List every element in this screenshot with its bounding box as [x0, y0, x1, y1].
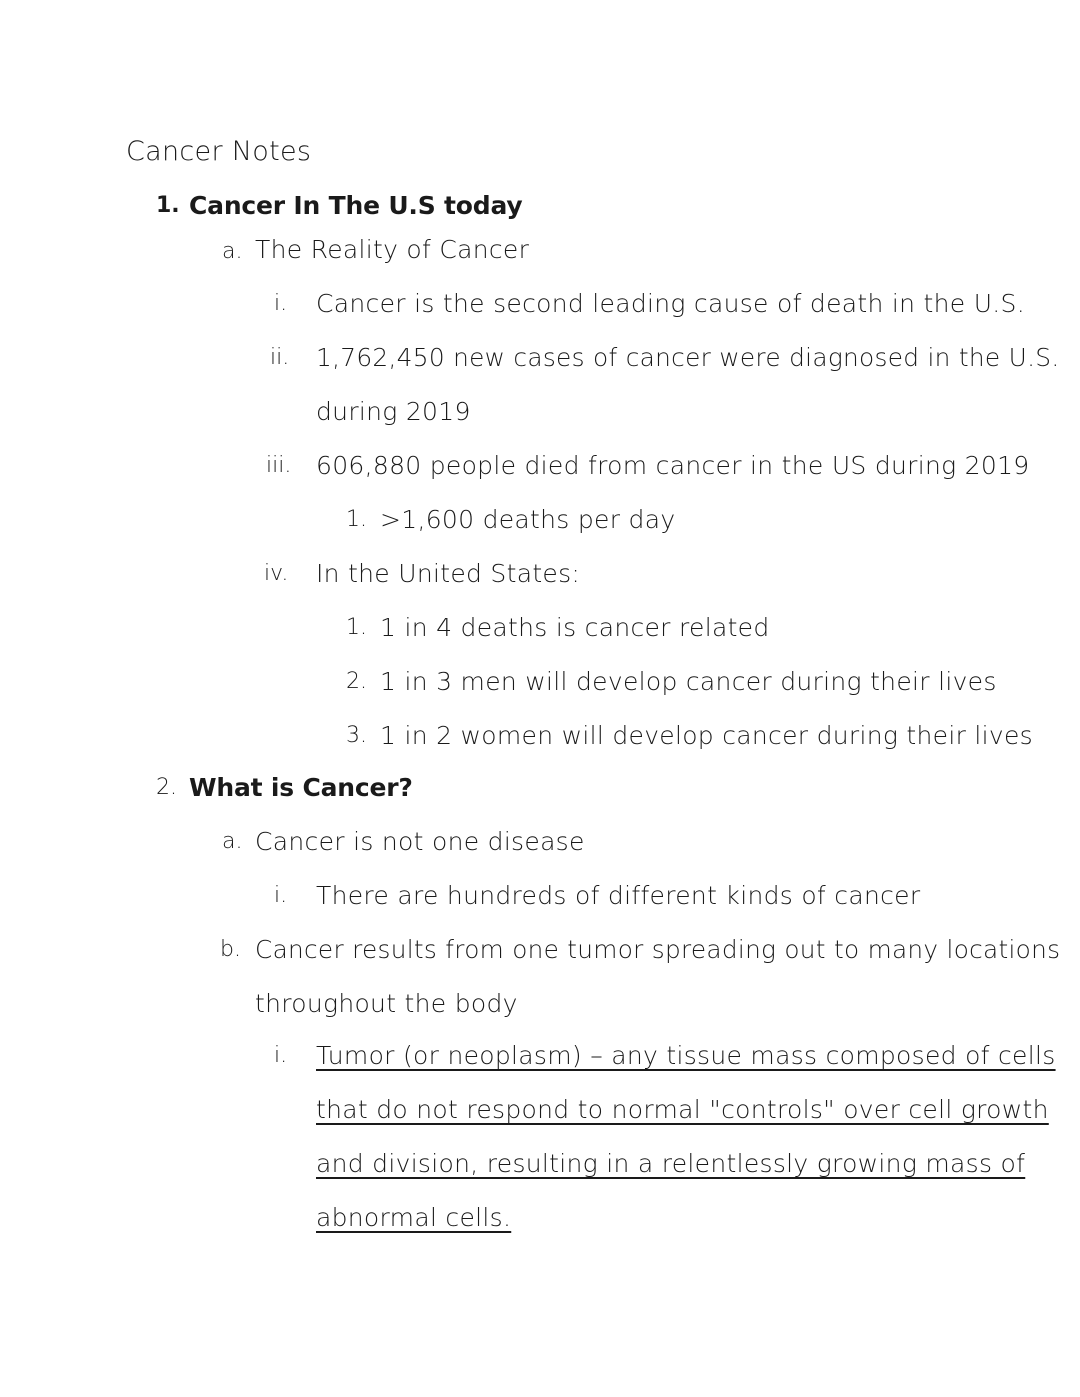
item-1aiii-marker: iii.: [266, 453, 292, 478]
item-2bi-line-4: abnormal cells.: [316, 1203, 512, 1232]
sub-1a-text: The Reality of Cancer: [255, 235, 530, 264]
item-1aii-line-2: during 2019: [316, 397, 471, 426]
subitem-1aiv-3-text: 1 in 2 women will develop cancer during their lives: [380, 721, 1034, 750]
sub-2a-marker: a.: [222, 829, 243, 854]
item-1aiii-line-1: 606,880 people died from cancer in the US during 2019: [316, 451, 1030, 480]
sub-1a-marker: a.: [222, 239, 243, 264]
item-2bi-marker: i.: [274, 1043, 288, 1068]
item-2bi-line-1: Tumor (or neoplasm) – any tissue mass composed of cells: [316, 1041, 1056, 1070]
item-1aii-marker: ii.: [270, 345, 290, 370]
item-2bi-line-2: that do not respond to normal "controls" over cell growth: [316, 1095, 1049, 1124]
section-1-marker: 1.: [156, 193, 180, 218]
item-2ai-line-1: There are hundreds of different kinds of cancer: [316, 881, 921, 910]
sub-2b-text-line-2: throughout the body: [255, 989, 518, 1018]
sub-2a-text: Cancer is not one disease: [255, 827, 585, 856]
section-2-marker: 2.: [156, 775, 177, 800]
item-1ai-line-1: Cancer is the second leading cause of death in the U.S.: [316, 289, 1025, 318]
subitem-1aiv-2-text: 1 in 3 men will develop cancer during their lives: [380, 667, 997, 696]
subitem-1aiii-1-text: >1,600 deaths per day: [380, 505, 676, 534]
subitem-1aiv-2-marker: 2.: [346, 669, 367, 694]
sub-2b-marker: b.: [220, 937, 241, 962]
section-1-heading: Cancer In The U.S today: [189, 191, 523, 220]
subitem-1aiv-3-marker: 3.: [346, 723, 367, 748]
subitem-1aiii-1-marker: 1.: [346, 507, 367, 532]
item-1ai-marker: i.: [274, 291, 288, 316]
subitem-1aiv-1-marker: 1.: [346, 615, 367, 640]
subitem-1aiv-1-text: 1 in 4 deaths is cancer related: [380, 613, 770, 642]
item-2bi-line-3: and division, resulting in a relentlessly growing mass of: [316, 1149, 1026, 1178]
sub-2b-text: Cancer results from one tumor spreading out to many locations: [255, 935, 1061, 964]
item-1aiv-marker: iv.: [264, 561, 289, 586]
item-2ai-marker: i.: [274, 883, 288, 908]
section-2-heading: What is Cancer?: [189, 773, 413, 802]
item-1aii-line-1: 1,762,450 new cases of cancer were diagnosed in the U.S.: [316, 343, 1060, 372]
item-1aiv-line-1: In the United States:: [316, 559, 581, 588]
page-title: Cancer Notes: [126, 136, 312, 167]
